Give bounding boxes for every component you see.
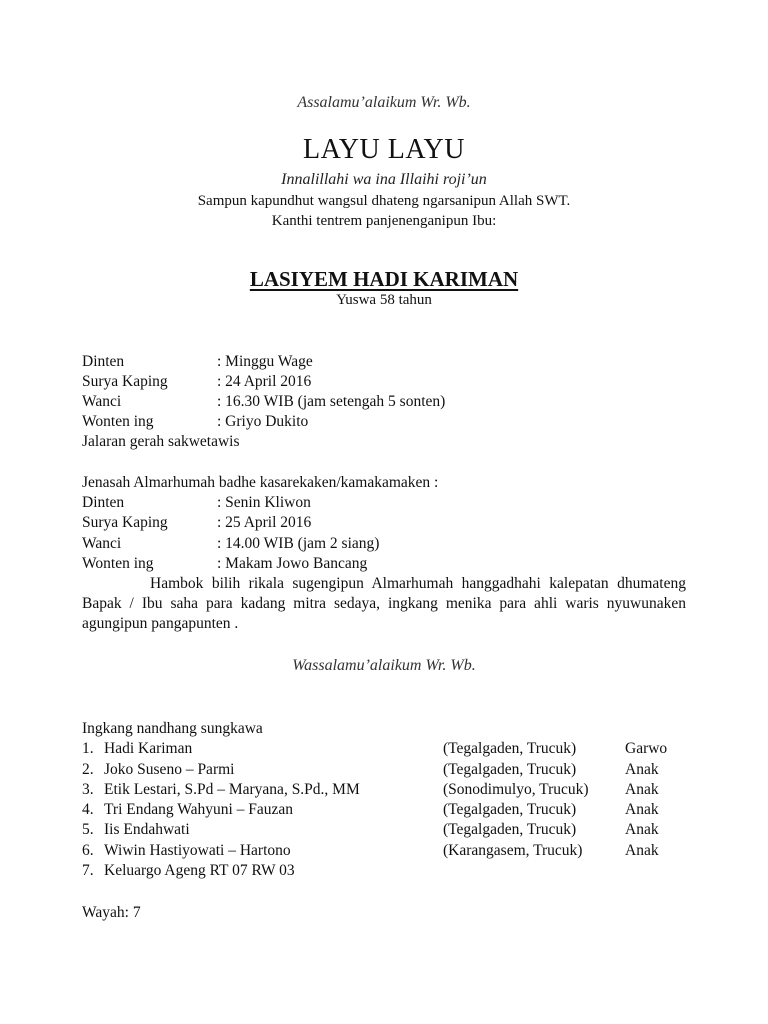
member-number: 6. bbox=[82, 842, 94, 859]
opening-greeting: Assalamu’alaikum Wr. Wb. bbox=[297, 94, 471, 111]
member-name: Wiwin Hastiyowati – Hartono bbox=[104, 842, 291, 859]
member-number: 2. bbox=[82, 761, 94, 778]
row-value: : Minggu Wage bbox=[217, 353, 313, 370]
grandchildren-count: Wayah: 7 bbox=[82, 904, 141, 921]
member-number: 3. bbox=[82, 781, 94, 798]
row-label: Wonten ing bbox=[82, 555, 154, 572]
member-number: 5. bbox=[82, 821, 94, 838]
deceased-age: Yuswa 58 tahun bbox=[336, 292, 432, 308]
member-number: 1. bbox=[82, 740, 94, 757]
apology-paragraph: Hambok bilih rikala sugengipun Almarhumah hanggadhahi kalepatan dhumateng Bapak / Ibu saha para kadang mitra sedaya, ingkang menika para ahli waris nyuwunaken agungipun pangapunten . bbox=[82, 575, 686, 632]
member-name: Joko Suseno – Parmi bbox=[104, 761, 235, 778]
member-relation: Anak bbox=[625, 761, 659, 778]
row-value: : Griyo Dukito bbox=[217, 413, 309, 430]
member-number: 7. bbox=[82, 862, 94, 879]
member-relation: Anak bbox=[625, 781, 659, 798]
member-name: Keluargo Ageng RT 07 RW 03 bbox=[104, 862, 295, 879]
row-value: : 16.30 WIB (jam setengah 5 sonten) bbox=[217, 393, 446, 410]
row-value: : 14.00 WIB (jam 2 siang) bbox=[217, 535, 380, 552]
death-cause: Jalaran gerah sakwetawis bbox=[82, 433, 240, 450]
member-place: (Sonodimulyo, Trucuk) bbox=[443, 781, 589, 798]
announcement-line-1: Sampun kapundhut wangsul dhateng ngarsanipun Allah SWT. bbox=[197, 193, 571, 209]
member-relation: Anak bbox=[625, 842, 659, 859]
row-label: Wanci bbox=[82, 393, 122, 410]
member-relation: Anak bbox=[625, 821, 659, 838]
member-place: (Tegalgaden, Trucuk) bbox=[443, 821, 577, 838]
member-number: 4. bbox=[82, 801, 94, 818]
member-relation: Anak bbox=[625, 801, 659, 818]
member-name: Hadi Kariman bbox=[104, 740, 193, 757]
family-member bbox=[82, 820, 682, 840]
family-heading: Ingkang nandhang sungkawa bbox=[82, 720, 263, 737]
row-value: : 24 April 2016 bbox=[217, 373, 312, 390]
row-label: Surya Kaping bbox=[82, 373, 168, 390]
member-place: (Tegalgaden, Trucuk) bbox=[443, 740, 577, 757]
row-label: Dinten bbox=[82, 353, 125, 370]
member-place: (Tegalgaden, Trucuk) bbox=[443, 801, 577, 818]
member-place: (Karangasem, Trucuk) bbox=[443, 842, 583, 859]
row-label: Surya Kaping bbox=[82, 514, 168, 531]
member-place: (Tegalgaden, Trucuk) bbox=[443, 761, 577, 778]
member-name: Iis Endahwati bbox=[104, 821, 190, 838]
closing-greeting: Wassalamu’alaikum Wr. Wb. bbox=[292, 657, 476, 674]
row-value: : Senin Kliwon bbox=[217, 494, 311, 511]
row-label: Dinten bbox=[82, 494, 125, 511]
member-name: Etik Lestari, S.Pd – Maryana, S.Pd., MM bbox=[104, 781, 360, 798]
notice-title: LAYU LAYU bbox=[303, 134, 465, 165]
burial-intro: Jenasah Almarhumah badhe kasarekaken/kamakamaken : bbox=[82, 474, 439, 491]
family-member bbox=[82, 841, 682, 861]
innalillahi-line: Innalillahi wa ina Illaihi roji’un bbox=[281, 171, 487, 188]
row-label: Wonten ing bbox=[82, 413, 154, 430]
family-member bbox=[82, 760, 682, 780]
member-relation: Garwo bbox=[625, 740, 668, 757]
announcement-line-2: Kanthi tentrem panjenenganipun Ibu: bbox=[271, 213, 497, 229]
family-member bbox=[82, 800, 682, 820]
row-value: : Makam Jowo Bancang bbox=[217, 555, 368, 572]
deceased-name: LASIYEM HADI KARIMAN bbox=[249, 267, 519, 291]
row-value: : 25 April 2016 bbox=[217, 514, 312, 531]
family-member bbox=[82, 780, 682, 800]
row-label: Wanci bbox=[82, 535, 122, 552]
family-member bbox=[82, 861, 682, 881]
member-name: Tri Endang Wahyuni – Fauzan bbox=[104, 801, 294, 818]
family-member bbox=[82, 739, 682, 759]
